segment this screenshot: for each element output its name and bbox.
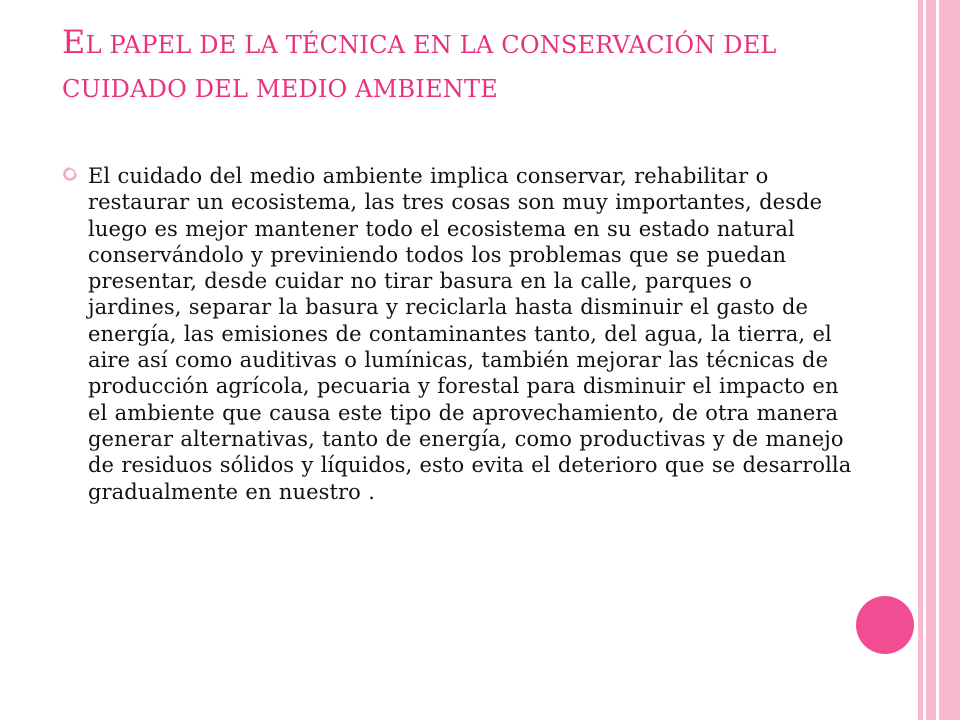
title-initial: E [62, 23, 86, 61]
slide-title [62, 20, 882, 111]
title-text: L PAPEL DE LA TÉCNICA EN LA CONSERVACIÓN DEL CUIDADO DEL MEDIO AMBIENTE [62, 31, 777, 103]
right-stripe-band [918, 0, 960, 720]
stripe [926, 0, 936, 720]
slide-body [62, 163, 852, 505]
ring-bullet-icon [62, 166, 78, 182]
stripe [939, 0, 960, 720]
bullet-item [62, 163, 852, 505]
bullet-text: El cuidado del medio ambiente implica conservar, rehabilitar o restaurar un ecosistema, las tres cosas son muy importantes, desde luego es mejor mantener todo el ecosistema en su estado natural conservándolo y previniendo todos los problemas que se puedan presentar, desde cuidar no tirar basura en la calle, parques o jardines, separar la basura y reciclarla hasta disminuir el gasto de energía, las emisiones de contaminantes tanto, del agua, la tierra, el aire así como auditivas o lumínicas, también mejorar las técnicas de producción agrícola, pecuaria y forestal para disminuir el impacto en el ambiente que causa este tipo de aprovechamiento, de otra manera generar alternativas, tanto de energía, como productivas y de manejo de residuos sólidos y líquidos, esto evita el deterioro que se desarrolla gradualmente en nuestro . [88, 164, 852, 504]
decorative-circle [856, 596, 914, 654]
